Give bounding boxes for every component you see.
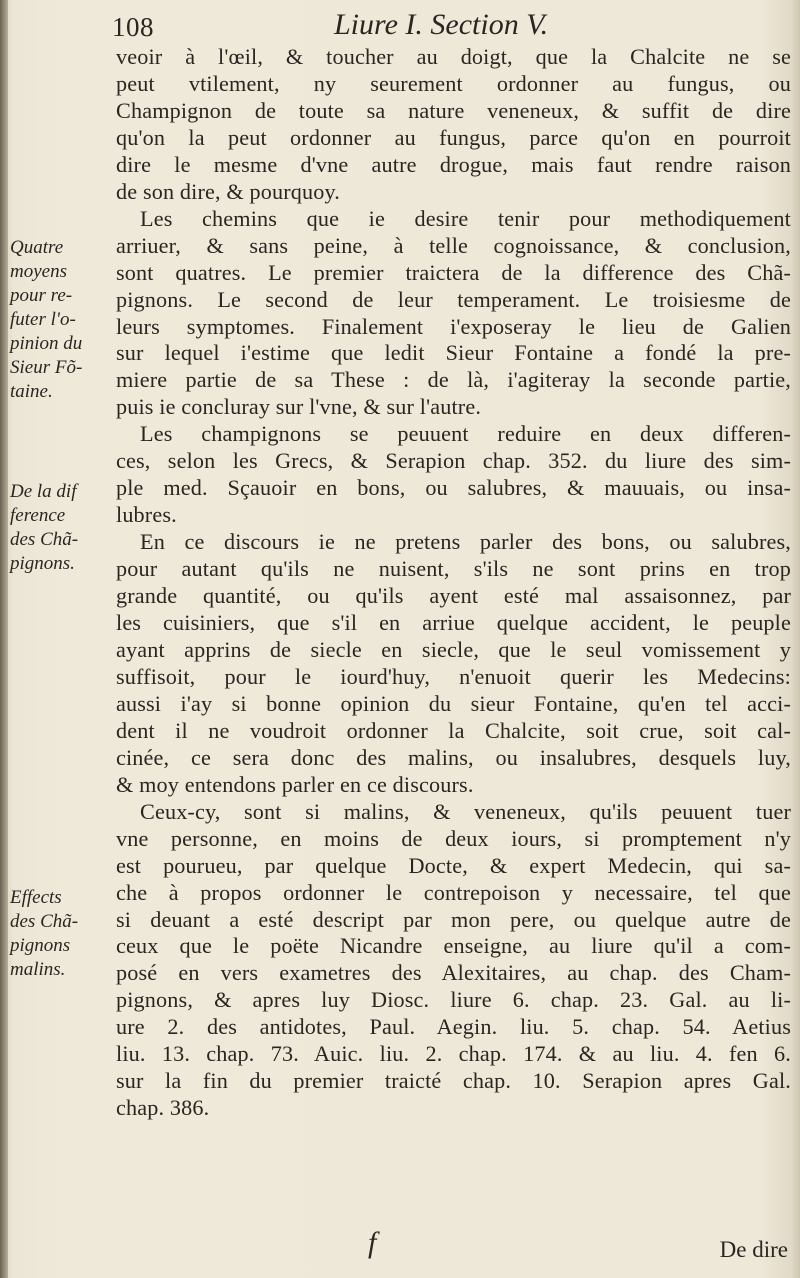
- marginal-line: des Chã-: [10, 911, 79, 932]
- text-line: pignons. Le second de leur temperament. Le troisiesme de: [116, 286, 791, 312]
- marginal-line: futer l'o-: [10, 309, 76, 330]
- catchword: De dire: [719, 1237, 788, 1262]
- text-line: Les champignons se peuuent reduire en deux differen-: [140, 421, 791, 447]
- text-line: Les chemins que ie desire tenir pour methodiquement: [140, 205, 791, 231]
- body-text: [116, 44, 791, 1122]
- text-line: ceux que le poëte Nicandre enseigne, au liure qu'il a com-: [116, 933, 791, 959]
- text-line: ure 2. des antidotes, Paul. Aegin. liu. 5. chap. 54. Aetius: [116, 1014, 791, 1040]
- text-line: dent il ne voudroit ordonner la Chalcite, soit crue, soit cal-: [116, 717, 791, 743]
- marginal-note-effects: [10, 886, 110, 982]
- marginal-line: pignons.: [10, 553, 75, 574]
- text-line: si deuant a esté descript par mon pere, ou quelque autre de: [116, 906, 791, 932]
- marginal-line: Effects: [10, 887, 62, 908]
- page-number: 108: [112, 12, 154, 42]
- text-line: qu'on la peut ordonner au fungus, parce qu'on en pourroit: [116, 124, 791, 150]
- text-line: posé en vers exametres des Alexitaires, au chap. des Cham-: [116, 960, 791, 986]
- text-line: leurs symptomes. Finalement i'exposeray le lieu de Galien: [116, 313, 791, 339]
- text-line: & moy entendons parler en ce discours.: [116, 771, 474, 797]
- text-line: de son dire, & pourquoy.: [116, 178, 341, 204]
- marginal-note-four-ways: [10, 236, 110, 404]
- text-line: lubres.: [116, 502, 177, 528]
- page-edge: [790, 0, 800, 1278]
- text-line: aussi i'ay si bonne opinion du sieur Fontaine, qu'en tel acci-: [116, 690, 791, 716]
- text-line: ayant apprins de siecle en siecle, que le seul vomissement y: [116, 636, 791, 662]
- text-line: sur lequel i'estime que ledit Sieur Fontaine a fondé la pre-: [116, 340, 791, 366]
- binding-edge: [0, 0, 8, 1278]
- marginal-line: ference: [10, 505, 66, 526]
- text-line: peut vtilement, ny seurement ordonner au fungus, ou: [116, 70, 791, 96]
- text-line: che à propos ordonner le contrepoison y necessaire, tel que: [116, 879, 791, 905]
- text-line: grande quantité, ou qu'ils ayent esté mal assaisonnez, par: [116, 583, 791, 609]
- text-line: liu. 13. chap. 73. Auic. liu. 2. chap. 174. & au liu. 4. fen 6.: [116, 1041, 791, 1067]
- text-line: suffisoit, pour le iourd'huy, n'enuoit querir les Medecins:: [116, 663, 791, 689]
- text-line: ces, selon les Grecs, & Serapion chap. 352. du liure des sim-: [116, 448, 791, 474]
- text-line: pour autant qu'ils ne nuisent, s'ils ne sont prins en trop: [116, 556, 791, 582]
- text-line: sont quatres. Le premier traictera de la difference des Chã-: [116, 259, 791, 285]
- page-header: [112, 4, 792, 42]
- marginal-line: pinion du: [10, 333, 83, 354]
- marginal-line: des Chã-: [10, 529, 79, 550]
- text-line: Ceux-cy, sont si malins, & veneneux, qu'ils peuuent tuer: [140, 798, 791, 824]
- text-line: chap. 386.: [116, 1095, 210, 1121]
- text-line: En ce discours ie ne pretens parler des bons, ou salubres,: [140, 529, 791, 555]
- text-line: est pourueu, par quelque Docte, & expert Medecin, qui sa-: [116, 852, 791, 878]
- marginal-line: Sieur Fõ-: [10, 357, 83, 378]
- marginal-line: De la dif: [10, 481, 77, 502]
- marginal-line: Quatre: [10, 237, 64, 258]
- running-head: Liure I. Section V.: [334, 8, 549, 41]
- text-line: les cuisiniers, que s'il en arriue quelque accident, le peuple: [116, 610, 791, 636]
- text-line: dire le mesme d'vne autre drogue, mais faut rendre raison: [116, 151, 791, 177]
- text-line: pignons, & apres luy Diosc. liure 6. chap. 23. Gal. au li-: [116, 987, 791, 1013]
- signature-mark: f: [368, 1226, 377, 1259]
- text-line: veoir à l'œil, & toucher au doigt, que la Chalcite ne se: [116, 44, 791, 69]
- text-line: ple med. Sçauoir en bons, ou salubres, & mauuais, ou insa-: [116, 475, 791, 501]
- marginal-line: taine.: [10, 381, 53, 402]
- text-line: miere partie de sa These : de là, i'agiteray la seconde partie,: [116, 367, 791, 393]
- marginal-line: malins.: [10, 959, 66, 980]
- text-line: puis ie concluray sur l'vne, & sur l'autre.: [116, 394, 482, 420]
- text-line: arriuer, & sans peine, à telle cognoissance, & conclusion,: [116, 232, 791, 258]
- marginal-note-difference: [10, 480, 110, 576]
- marginal-line: pignons: [10, 935, 71, 956]
- text-line: sur la fin du premier traicté chap. 10. Serapion apres Gal.: [116, 1068, 791, 1094]
- text-line: cinée, ce sera donc des malins, ou insalubres, desquels luy,: [116, 744, 791, 770]
- marginal-line: pour re-: [10, 285, 73, 306]
- text-line: Champignon de toute sa nature veneneux, & suffit de dire: [116, 97, 791, 123]
- text-line: vne personne, en moins de deux iours, si promptement n'y: [116, 825, 791, 851]
- marginal-line: moyens: [10, 261, 67, 282]
